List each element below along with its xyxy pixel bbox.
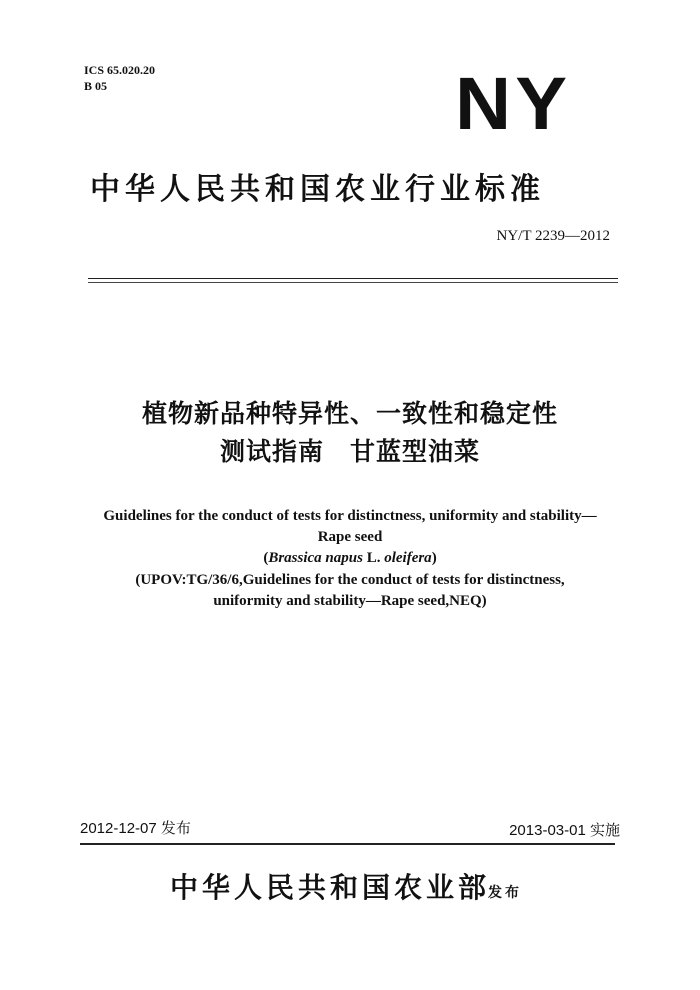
botanical-name: [60, 547, 640, 569]
header-divider-secondary: [88, 282, 618, 283]
standard-number: NY/T 2239—2012: [496, 228, 610, 244]
issuing-authority-suffix: 发布: [488, 885, 522, 901]
botanical-author: L.: [362, 550, 385, 566]
title-english-line1: Guidelines for the conduct of tests for distinctness, uniformity and stability—: [103, 508, 597, 524]
upov-reference-line2: uniformity and stability—Rape seed,NEQ): [213, 593, 487, 609]
botanical-variety: oleifera: [384, 550, 432, 566]
standard-type-heading: 中华人民共和国农业行业标准: [90, 172, 545, 207]
botanical-genus-species: Brassica napus: [268, 550, 363, 566]
issue-date: 2012-12-07 发布: [80, 820, 191, 837]
header-divider: [88, 278, 618, 279]
issuing-authority: 中华人民共和国农业部: [170, 871, 491, 904]
upov-reference-line1: (UPOV:TG/36/6,Guidelines for the conduct of tests for distinctness,: [135, 572, 565, 588]
implementation-date: 2013-03-01 实施: [509, 822, 620, 839]
title-english-line2: Rape seed: [317, 529, 383, 545]
classification-code: B 05: [84, 79, 108, 93]
ny-logo: NY: [455, 62, 572, 145]
ics-code: ICS 65.020.20: [84, 63, 156, 77]
botanical-name-open: (: [263, 550, 269, 566]
title-chinese-line2: 测试指南 甘蓝型油菜: [219, 437, 480, 466]
title-chinese-line1: 植物新品种特异性、一致性和稳定性: [141, 399, 558, 428]
botanical-name-close: ): [431, 550, 437, 566]
footer-divider: [80, 843, 615, 845]
